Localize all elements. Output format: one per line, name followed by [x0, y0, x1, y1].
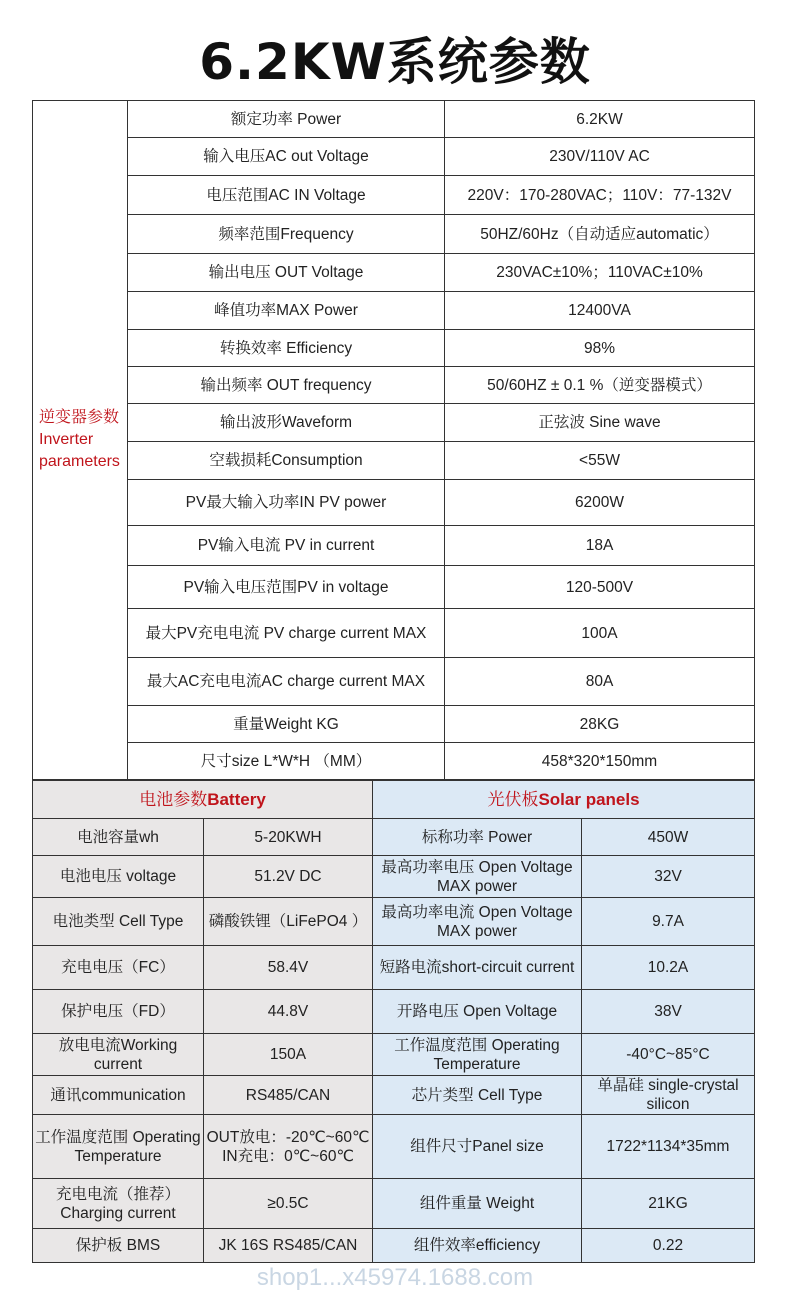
page-title: 6.2KW系统参数	[199, 33, 591, 91]
param-label: 空载损耗Consumption	[128, 442, 445, 480]
solar-label: 芯片类型 Cell Type	[373, 1076, 582, 1115]
solar-label: 组件尺寸Panel size	[373, 1115, 582, 1179]
table-row	[33, 367, 755, 404]
param-label: 最大AC充电电流AC charge current MAX	[128, 658, 445, 706]
param-value: 28KG	[445, 706, 755, 743]
param-label: 频率范围Frequency	[128, 215, 445, 254]
param-label: 输出电压 OUT Voltage	[128, 254, 445, 292]
table-row	[33, 254, 755, 292]
param-value: 6200W	[445, 480, 755, 526]
battery-header	[33, 781, 373, 819]
battery-value: ≥0.5C	[204, 1179, 373, 1229]
table-row	[33, 292, 755, 330]
battery-label: 放电电流Working current	[33, 1034, 204, 1076]
solar-label: 标称功率 Power	[373, 819, 582, 856]
solar-value: 10.2A	[582, 946, 755, 990]
battery-value: JK 16S RS485/CAN	[204, 1229, 373, 1263]
param-label: 尺寸size L*W*H （MM）	[128, 743, 445, 780]
solar-label: 工作温度范围 Operating Temperature	[373, 1034, 582, 1076]
param-label: 输出频率 OUT frequency	[128, 367, 445, 404]
table-row	[33, 609, 755, 658]
param-value: 6.2KW	[445, 101, 755, 138]
param-value: 220V：170-280VAC；110V：77-132V	[445, 176, 755, 215]
watermark: shop1...x45974.1688.com	[256, 1264, 534, 1291]
solar-value: 1722*1134*35mm	[582, 1115, 755, 1179]
param-label: PV输入电流 PV in current	[128, 526, 445, 566]
table-row	[33, 442, 755, 480]
table-row	[33, 404, 755, 442]
solar-label: 开路电压 Open Voltage	[373, 990, 582, 1034]
table-row	[33, 1076, 755, 1115]
solar-value: 21KG	[582, 1179, 755, 1229]
battery-value: OUT放电：-20℃~60℃ IN充电：0℃~60℃	[204, 1115, 373, 1179]
table-row	[33, 946, 755, 990]
param-value: 458*320*150mm	[445, 743, 755, 780]
table-row	[33, 658, 755, 706]
param-value: 230V/110V AC	[445, 138, 755, 176]
battery-value: 5-20KWH	[204, 819, 373, 856]
param-label: 输出波形Waveform	[128, 404, 445, 442]
table-row	[33, 1034, 755, 1076]
table-row	[33, 743, 755, 780]
param-value: 50/60HZ ± 0.1 %（逆变器模式）	[445, 367, 755, 404]
table-row	[33, 480, 755, 526]
inverter-group-label: 逆变器参数Inverter parameters	[33, 101, 128, 780]
solar-label: 短路电流short-circuit current	[373, 946, 582, 990]
battery-value: 150A	[204, 1034, 373, 1076]
battery-label: 工作温度范围 Operating Temperature	[33, 1115, 204, 1179]
param-value: 100A	[445, 609, 755, 658]
battery-label: 电池电压 voltage	[33, 856, 204, 898]
solar-header	[373, 781, 755, 819]
battery-label: 充电电流（推荐） Charging current	[33, 1179, 204, 1229]
table-row	[33, 706, 755, 743]
param-label: 转换效率 Efficiency	[128, 330, 445, 367]
battery-label: 电池容量wh	[33, 819, 204, 856]
solar-header-cn: 光伏板	[487, 790, 539, 809]
table-row	[33, 526, 755, 566]
battery-value: 44.8V	[204, 990, 373, 1034]
solar-value: 0.22	[582, 1229, 755, 1263]
solar-value: 38V	[582, 990, 755, 1034]
section-header-row	[33, 781, 755, 819]
table-row	[33, 856, 755, 898]
param-value: 12400VA	[445, 292, 755, 330]
param-value: 50HZ/60Hz（自动适应automatic）	[445, 215, 755, 254]
table-row	[33, 330, 755, 367]
param-label: 重量Weight KG	[128, 706, 445, 743]
battery-value: RS485/CAN	[204, 1076, 373, 1115]
battery-label: 电池类型 Cell Type	[33, 898, 204, 946]
param-value: 80A	[445, 658, 755, 706]
table-row	[33, 176, 755, 215]
param-value: 18A	[445, 526, 755, 566]
table-row	[33, 1115, 755, 1179]
battery-value: 磷酸铁锂（LiFePO4 ）	[204, 898, 373, 946]
solar-label: 最高功率电流 Open Voltage MAX power	[373, 898, 582, 946]
table-row	[33, 138, 755, 176]
table-row	[33, 819, 755, 856]
solar-label: 组件重量 Weight	[373, 1179, 582, 1229]
battery-header-en: Battery	[207, 790, 266, 809]
table-row	[33, 215, 755, 254]
table-row	[33, 1179, 755, 1229]
table-row	[33, 101, 755, 138]
param-label: PV输入电压范围PV in voltage	[128, 566, 445, 609]
solar-label: 组件效率efficiency	[373, 1229, 582, 1263]
param-label: 输入电压AC out Voltage	[128, 138, 445, 176]
battery-value: 51.2V DC	[204, 856, 373, 898]
param-value: 120-500V	[445, 566, 755, 609]
param-label: 电压范围AC IN Voltage	[128, 176, 445, 215]
solar-label: 最高功率电压 Open Voltage MAX power	[373, 856, 582, 898]
param-value: 正弦波 Sine wave	[445, 404, 755, 442]
param-value: 230VAC±10%；110VAC±10%	[445, 254, 755, 292]
solar-value: 32V	[582, 856, 755, 898]
param-label: 额定功率 Power	[128, 101, 445, 138]
param-value: 98%	[445, 330, 755, 367]
solar-header-en: Solar panels	[538, 790, 640, 809]
battery-label: 通讯communication	[33, 1076, 204, 1115]
battery-solar-table	[32, 780, 755, 1263]
table-row	[33, 898, 755, 946]
param-value: <55W	[445, 442, 755, 480]
battery-label: 保护板 BMS	[33, 1229, 204, 1263]
battery-header-cn: 电池参数	[139, 790, 208, 809]
battery-label: 保护电压（FD）	[33, 990, 204, 1034]
solar-value: 单晶硅 single-crystal silicon	[582, 1076, 755, 1115]
param-label: PV最大输入功率IN PV power	[128, 480, 445, 526]
inverter-parameters-table	[32, 100, 755, 780]
battery-value: 58.4V	[204, 946, 373, 990]
battery-label: 充电电压（FC）	[33, 946, 204, 990]
solar-value: 9.7A	[582, 898, 755, 946]
param-label: 最大PV充电电流 PV charge current MAX	[128, 609, 445, 658]
param-label: 峰值功率MAX Power	[128, 292, 445, 330]
table-row	[33, 990, 755, 1034]
solar-value: 450W	[582, 819, 755, 856]
table-row	[33, 1229, 755, 1263]
table-row	[33, 566, 755, 609]
solar-value: -40°C~85°C	[582, 1034, 755, 1076]
